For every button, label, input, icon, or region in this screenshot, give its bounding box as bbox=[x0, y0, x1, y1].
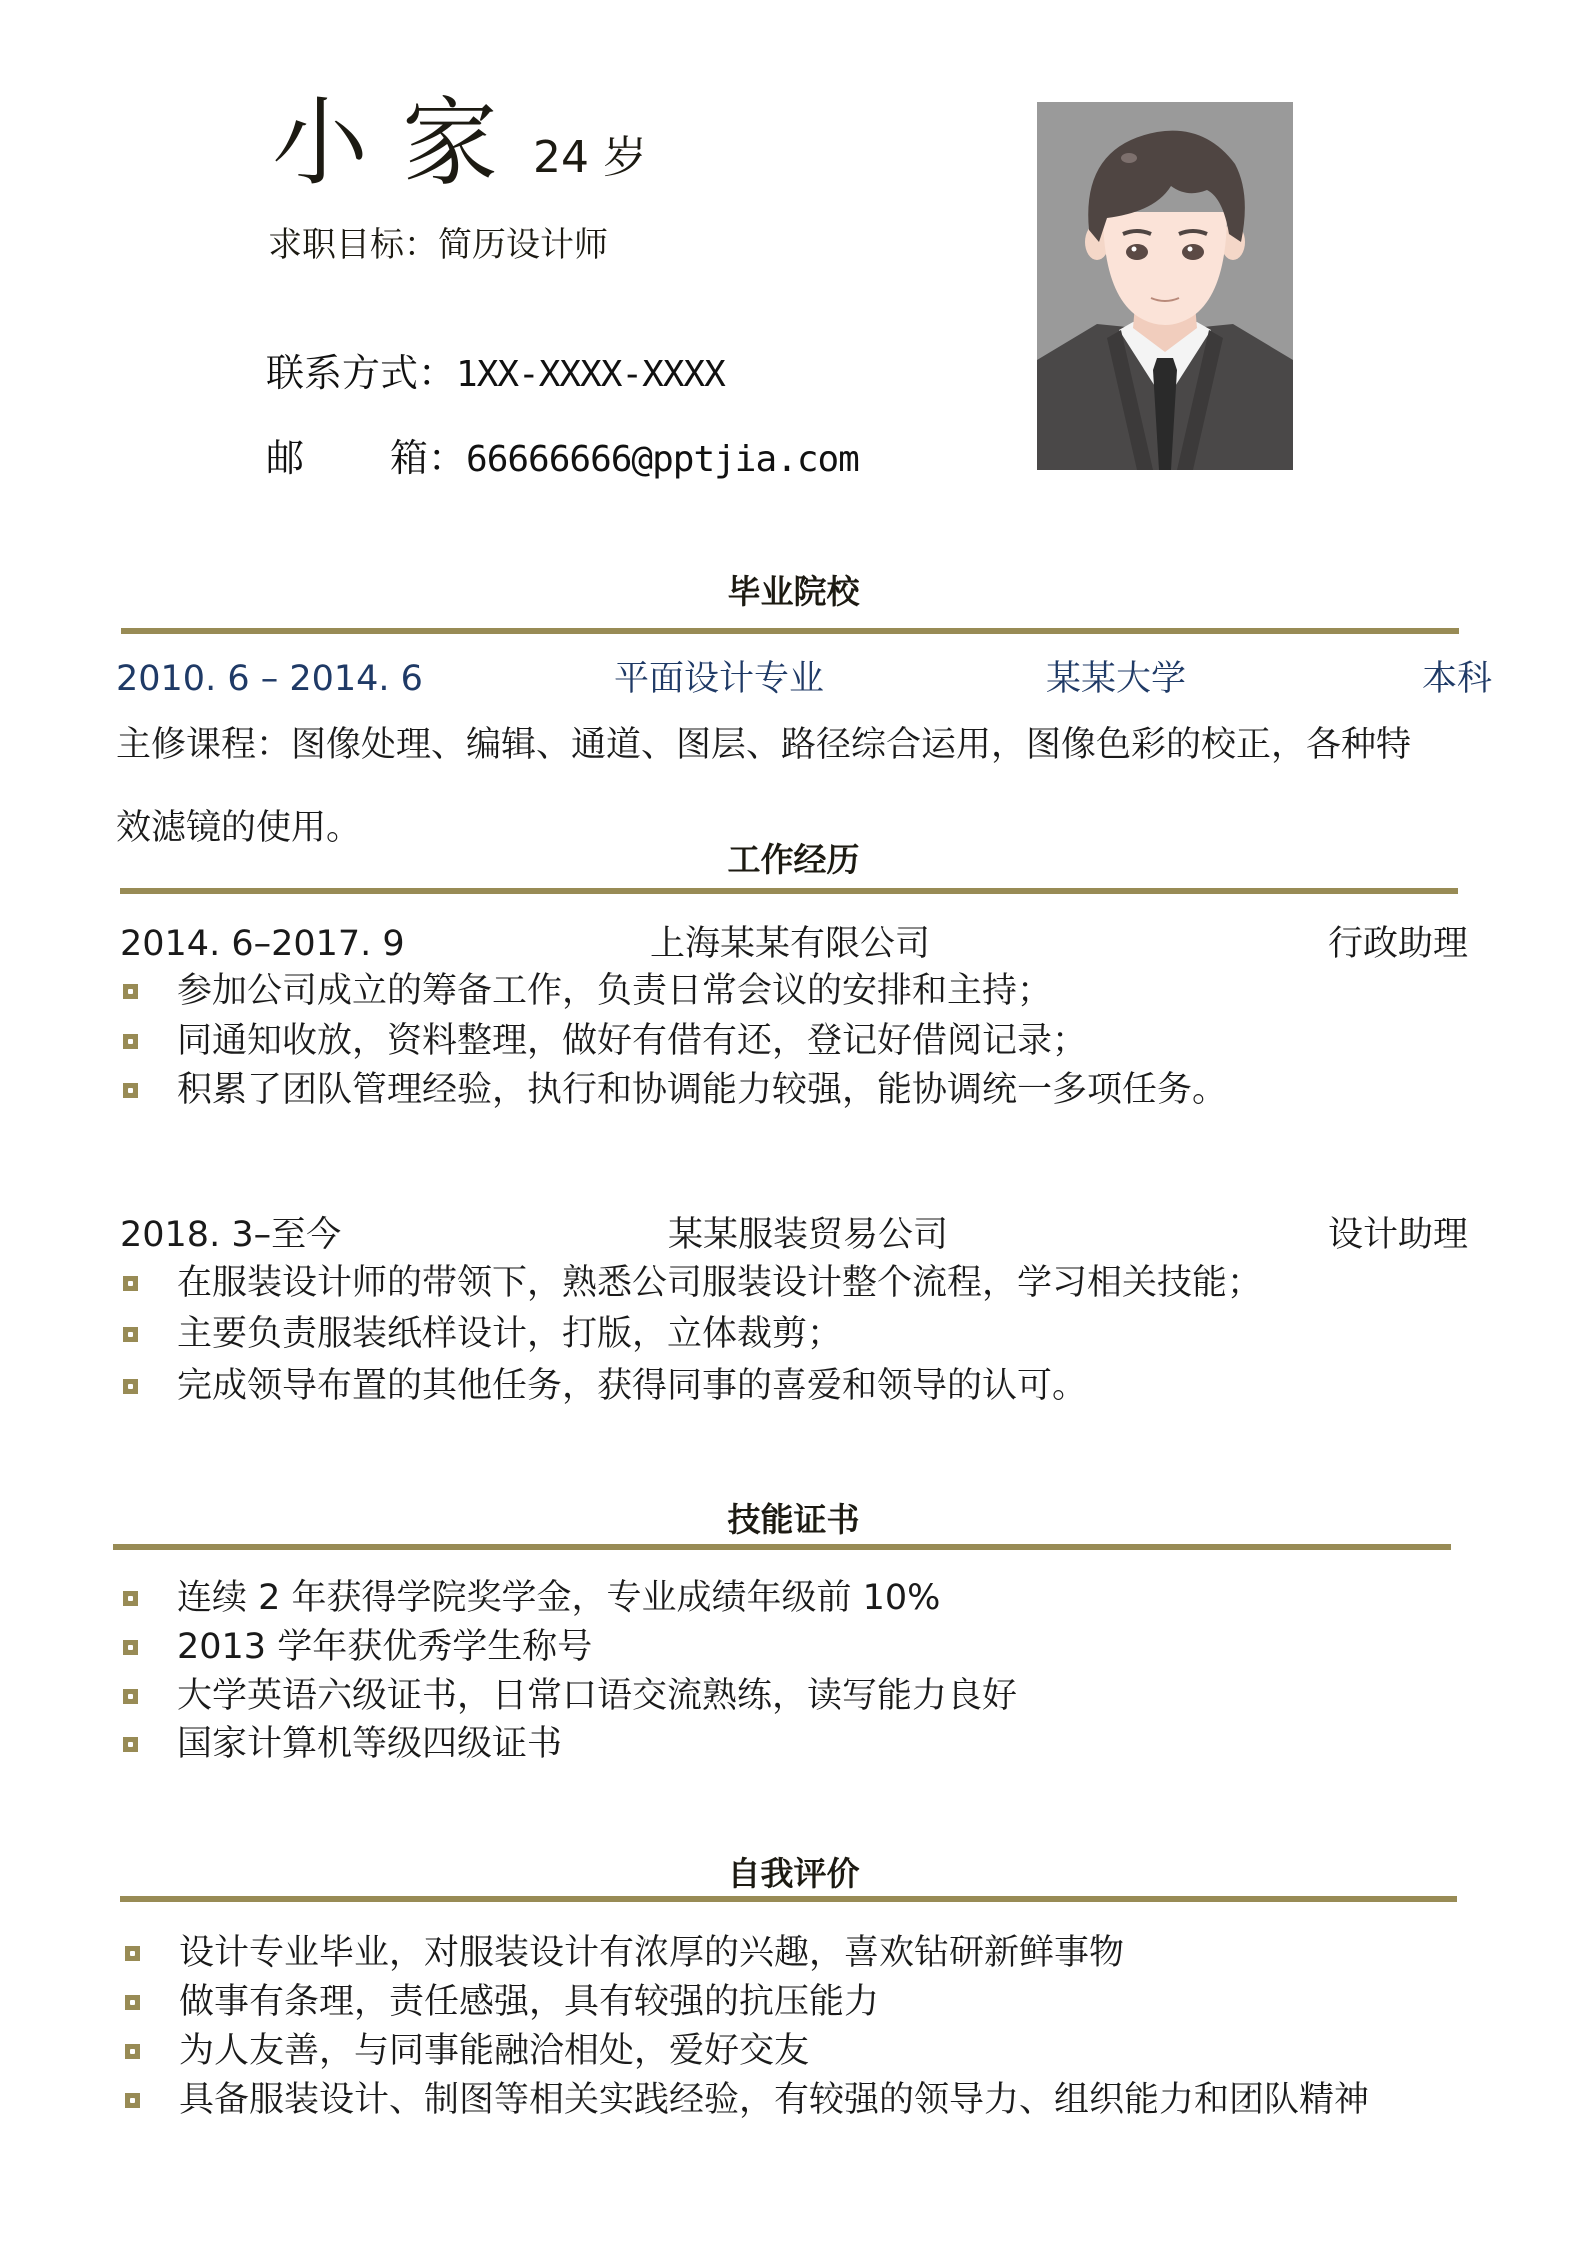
bullet-icon bbox=[125, 1946, 140, 1961]
bullet-icon bbox=[125, 2044, 140, 2059]
job-item: 主要负责服装纸样设计，打版，立体裁剪； bbox=[177, 1314, 843, 1354]
email-label-2: 箱： bbox=[390, 436, 467, 480]
bullet-icon bbox=[123, 1689, 138, 1704]
self-eval-item: 为人友善，与同事能融洽相处，爱好交友 bbox=[179, 2031, 810, 2071]
bullet-icon bbox=[125, 1995, 140, 2010]
bullet-icon bbox=[123, 1083, 138, 1098]
section-heading-skills: 技能证书 bbox=[727, 1500, 860, 1539]
skill-item: 大学英语六级证书，日常口语交流熟练，读写能力良好 bbox=[177, 1676, 1018, 1716]
self-eval-item: 做事有条理，责任感强，具有较强的抗压能力 bbox=[179, 1982, 880, 2022]
section-divider bbox=[121, 628, 1459, 634]
section-heading-self-eval: 自我评价 bbox=[727, 1854, 860, 1893]
bullet-icon bbox=[123, 1591, 138, 1606]
avatar-photo bbox=[1037, 102, 1293, 470]
section-divider bbox=[113, 1544, 1451, 1550]
section-heading-work: 工作经历 bbox=[727, 840, 860, 879]
section-divider bbox=[120, 1896, 1457, 1902]
email-label-1: 邮 bbox=[266, 436, 305, 480]
bullet-icon bbox=[123, 1276, 138, 1291]
section-heading-education: 毕业院校 bbox=[727, 572, 860, 611]
education-courses-line-1: 主修课程：图像处理、编辑、通道、图层、路径综合运用，图像色彩的校正，各种特 bbox=[116, 725, 1412, 765]
job-role: 行政助理 bbox=[1328, 924, 1469, 964]
education-degree: 本科 bbox=[1422, 659, 1493, 699]
job-item: 积累了团队管理经验，执行和协调能力较强，能协调统一多项任务。 bbox=[177, 1070, 1228, 1110]
contact-email-row bbox=[266, 433, 859, 485]
self-eval-item: 设计专业毕业，对服装设计有浓厚的兴趣，喜欢钻研新鲜事物 bbox=[179, 1933, 1125, 1973]
job-item: 在服装设计师的带领下，熟悉公司服装设计整个流程，学习相关技能； bbox=[177, 1263, 1263, 1303]
bullet-icon bbox=[123, 1327, 138, 1342]
skill-item: 2013 学年获优秀学生称号 bbox=[177, 1627, 593, 1667]
job-company: 上海某某有限公司 bbox=[650, 924, 931, 964]
bullet-icon bbox=[123, 1379, 138, 1394]
job-period: 2018. 3–至今 bbox=[120, 1215, 342, 1255]
job-target: 求职目标：简历设计师 bbox=[268, 225, 608, 265]
email-value[interactable]: 66666666@pptjia.com bbox=[466, 439, 859, 480]
bullet-icon bbox=[123, 1034, 138, 1049]
phone-value: 1XX-XXXX-XXXX bbox=[456, 354, 725, 395]
education-period: 2010. 6 – 2014. 6 bbox=[116, 659, 423, 699]
bullet-icon bbox=[123, 1640, 138, 1655]
education-courses-line-2: 效滤镜的使用。 bbox=[116, 808, 362, 848]
education-school: 某某大学 bbox=[1046, 659, 1187, 699]
contact-label: 联系方式： bbox=[266, 351, 457, 395]
candidate-name: 小家 bbox=[272, 87, 532, 199]
contact-phone-row bbox=[266, 348, 725, 400]
education-major: 平面设计专业 bbox=[614, 659, 825, 699]
job-period: 2014. 6–2017. 9 bbox=[120, 924, 405, 964]
job-company: 某某服装贸易公司 bbox=[668, 1215, 949, 1255]
bullet-icon bbox=[125, 2093, 140, 2108]
avatar-portrait-icon bbox=[1037, 102, 1293, 470]
section-divider bbox=[120, 888, 1458, 894]
job-item: 完成领导布置的其他任务，获得同事的喜爱和领导的认可。 bbox=[177, 1366, 1088, 1406]
job-role: 设计助理 bbox=[1328, 1215, 1469, 1255]
job-item: 参加公司成立的筹备工作，负责日常会议的安排和主持； bbox=[177, 971, 1053, 1011]
job-item: 同通知收放，资料整理，做好有借有还，登记好借阅记录； bbox=[177, 1021, 1088, 1061]
bullet-icon bbox=[123, 984, 138, 999]
skill-item: 国家计算机等级四级证书 bbox=[177, 1724, 563, 1764]
bullet-icon bbox=[123, 1737, 138, 1752]
candidate-age: 24 岁 bbox=[533, 132, 647, 183]
skill-item: 连续 2 年获得学院奖学金，专业成绩年级前 10% bbox=[177, 1578, 941, 1618]
self-eval-item: 具备服装设计、制图等相关实践经验，有较强的领导力、组织能力和团队精神 bbox=[179, 2080, 1370, 2120]
